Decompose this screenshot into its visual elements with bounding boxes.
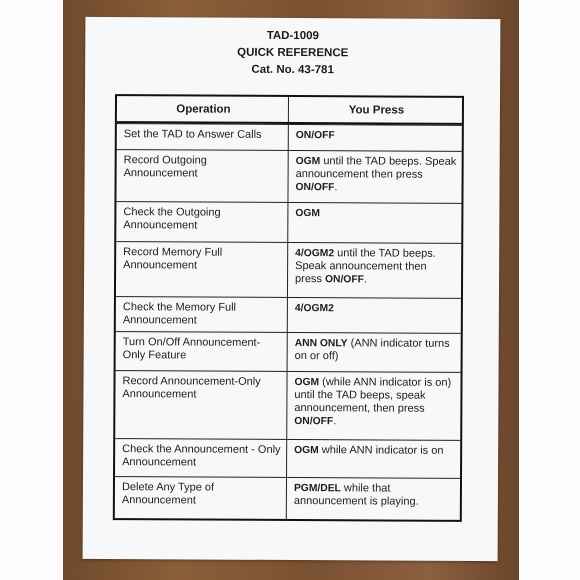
key-name: OGM <box>295 156 321 168</box>
instruction-text: until the TAD beeps. Speak announcement then press <box>295 247 436 286</box>
you-press-cell <box>289 125 462 151</box>
instruction-text: . <box>333 415 337 428</box>
reference-table <box>113 94 464 522</box>
operation-cell: Check the Memory Full Announcement <box>116 297 288 332</box>
instruction-text: while ANN indicator is on <box>318 444 444 457</box>
table-row <box>115 370 460 440</box>
you-press-cell <box>288 333 461 372</box>
quick-reference-sheet <box>83 17 501 561</box>
operation-cell: Set the TAD to Answer Calls <box>117 124 289 150</box>
instruction-text: (while ANN indicator is on) until the TAD beeps, speak announcement, then press <box>294 376 452 415</box>
table-row <box>116 331 461 372</box>
table-row <box>115 476 460 520</box>
you-press-cell <box>288 243 461 298</box>
operation-cell: Turn On/Off Announcement-Only Feature <box>116 332 288 371</box>
key-name: OGM <box>294 377 320 389</box>
sheet-title: QUICK REFERENCE <box>237 46 349 60</box>
operation-cell: Record Announcement-Only Announcement <box>115 371 287 439</box>
table-header-row <box>117 96 462 125</box>
operation-cell: Record Outgoing Announcement <box>116 150 288 202</box>
you-press-cell <box>288 151 461 203</box>
column-header-you-press: You Press <box>348 104 405 117</box>
key-name: PGM/DEL <box>293 483 341 495</box>
operation-cell: Check the Announcement - Only Announcement <box>115 439 287 477</box>
key-name: 4/OGM2 <box>294 303 334 315</box>
key-name: ON/OFF <box>294 416 334 428</box>
you-press-cell <box>287 372 460 440</box>
you-press-cell <box>288 298 461 333</box>
operation-cell: Check the Outgoing Announcement <box>116 202 288 242</box>
instruction-text: . <box>363 273 368 286</box>
table-body <box>115 123 462 520</box>
table-row <box>117 123 462 151</box>
key-name: ON/OFF <box>295 130 335 142</box>
you-press-cell <box>288 203 461 243</box>
table-row <box>116 241 461 298</box>
instruction-text: while that announcement is playing. <box>293 482 419 508</box>
key-name: ON/OFF <box>295 182 335 194</box>
instruction-text: (ANN indicator turns on or off) <box>294 337 450 363</box>
you-press-cell <box>287 478 460 520</box>
column-header-operation: Operation <box>117 96 289 122</box>
operation-cell: Record Memory Full Announcement <box>116 242 288 297</box>
key-name: ON/OFF <box>324 274 364 286</box>
instruction-text: until the TAD beeps. Speak announcement then press <box>295 155 457 181</box>
instruction-text: . <box>334 181 338 194</box>
key-name: 4/OGM2 <box>295 248 335 260</box>
you-press-cell <box>287 440 460 478</box>
table-row <box>116 149 461 203</box>
sheet-header <box>85 27 500 80</box>
model-number: TAD-1009 <box>266 29 319 43</box>
operation-cell: Delete Any Type of Announcement <box>115 477 287 519</box>
catalog-number: Cat. No. 43-781 <box>251 63 334 77</box>
key-name: OGM <box>294 445 319 457</box>
table-row <box>116 296 461 333</box>
table-row <box>115 438 460 478</box>
key-name: OGM <box>295 208 321 220</box>
key-name: ANN ONLY <box>294 338 348 350</box>
table-row <box>116 201 461 243</box>
